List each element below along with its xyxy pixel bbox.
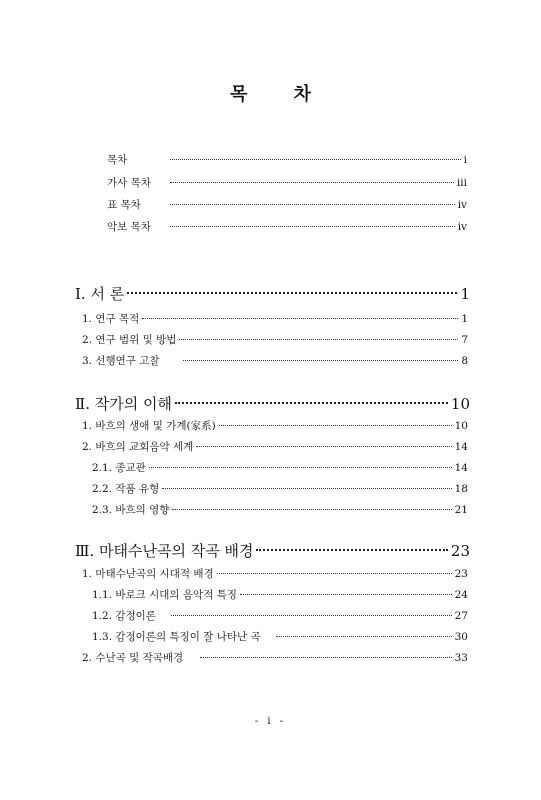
toc-chapter	[75, 393, 470, 414]
toc-entry-front	[107, 219, 467, 234]
dot-leader	[142, 318, 458, 319]
section-title: 1. 연구 목적	[82, 313, 140, 325]
toc-entry-label: 표 목차	[107, 199, 141, 211]
page-title: 목 차	[229, 84, 332, 105]
toc-entry-front	[107, 175, 467, 190]
section-page: 27	[454, 610, 468, 622]
dot-leader	[170, 204, 455, 205]
dot-leader	[170, 226, 455, 227]
section-title: 3. 선행연구 고찰	[82, 355, 160, 367]
section-page: 30	[454, 631, 468, 643]
dot-leader	[200, 657, 451, 658]
toc-section	[82, 353, 468, 368]
toc-section	[82, 650, 468, 665]
section-page: 14	[454, 441, 468, 453]
toc-section	[82, 566, 468, 581]
toc-entry-label: 악보 목차	[107, 221, 151, 233]
dot-leader	[149, 467, 452, 468]
dot-leader	[171, 615, 452, 616]
chapter-page: 1	[460, 285, 470, 303]
dot-leader	[175, 402, 448, 404]
dot-leader	[172, 509, 451, 510]
section-title: 2. 수난곡 및 작곡배경	[82, 652, 184, 664]
section-page: 1	[461, 313, 468, 325]
dot-leader	[219, 425, 452, 426]
section-title: 1.1. 바로크 시대의 음악적 특징	[92, 589, 237, 601]
toc-subsection	[92, 608, 468, 623]
dot-leader	[162, 488, 451, 489]
toc-entry-front	[107, 152, 467, 167]
section-title: 1. 마태수난곡의 시대적 배경	[82, 568, 214, 580]
section-page: 21	[454, 504, 468, 516]
toc-entry-page: i	[463, 154, 467, 166]
toc-chapter	[75, 540, 470, 561]
section-page: 24	[454, 589, 468, 601]
chapter-title: Ⅰ. 서 론	[75, 285, 125, 303]
section-page: 33	[454, 652, 468, 664]
toc-entry-label: 가사 목차	[107, 177, 151, 189]
section-page: 18	[454, 483, 468, 495]
toc-entry-label: 목차	[107, 154, 128, 166]
toc-section	[82, 418, 468, 433]
section-title: 1.2. 감정이론	[92, 610, 156, 622]
dot-leader	[240, 594, 452, 595]
toc-entry-page: iv	[457, 221, 467, 233]
chapter-title: Ⅲ. 마태수난곡의 작곡 배경	[75, 542, 254, 560]
section-page: 7	[461, 334, 468, 346]
toc-entry-front	[107, 197, 467, 212]
toc-section	[82, 332, 468, 347]
section-title: 1. 바흐의 생애 및 가계(家系)	[82, 420, 216, 432]
dot-leader	[217, 573, 452, 574]
chapter-page: 10	[450, 395, 470, 413]
section-title: 2. 바흐의 교회음악 세계	[82, 441, 194, 453]
dot-leader	[170, 159, 461, 160]
dot-leader	[183, 360, 459, 361]
section-title: 2.2. 작품 유형	[92, 483, 160, 495]
section-title: 2. 연구 범위 및 방법	[82, 334, 177, 346]
dot-leader	[276, 636, 452, 637]
toc-subsection	[92, 481, 468, 496]
chapter-title: Ⅱ. 작가의 이해	[75, 395, 172, 413]
toc-entry-page: iii	[456, 177, 467, 189]
toc-subsection	[92, 460, 468, 475]
section-title: 2.1. 종교관	[92, 462, 146, 474]
dot-leader	[196, 446, 451, 447]
toc-subsection	[92, 502, 468, 517]
dot-leader	[127, 292, 457, 294]
section-page: 8	[461, 355, 468, 367]
dot-leader	[179, 339, 458, 340]
toc-section	[82, 311, 468, 326]
dot-leader	[256, 549, 447, 551]
section-page: 14	[454, 462, 468, 474]
section-page: 10	[454, 420, 468, 432]
chapter-page: 23	[450, 542, 470, 560]
page-number-footer: - i -	[254, 716, 287, 727]
section-title: 1.3. 감정이론의 특징이 잘 나타난 곡	[92, 631, 261, 643]
section-page: 23	[454, 568, 468, 580]
toc-chapter	[75, 283, 470, 304]
toc-subsection	[92, 629, 468, 644]
toc-entry-page: iv	[457, 199, 467, 211]
toc-section	[82, 439, 468, 454]
toc-subsection	[92, 587, 468, 602]
dot-leader	[170, 182, 454, 183]
section-title: 2.3. 바흐의 영향	[92, 504, 170, 516]
